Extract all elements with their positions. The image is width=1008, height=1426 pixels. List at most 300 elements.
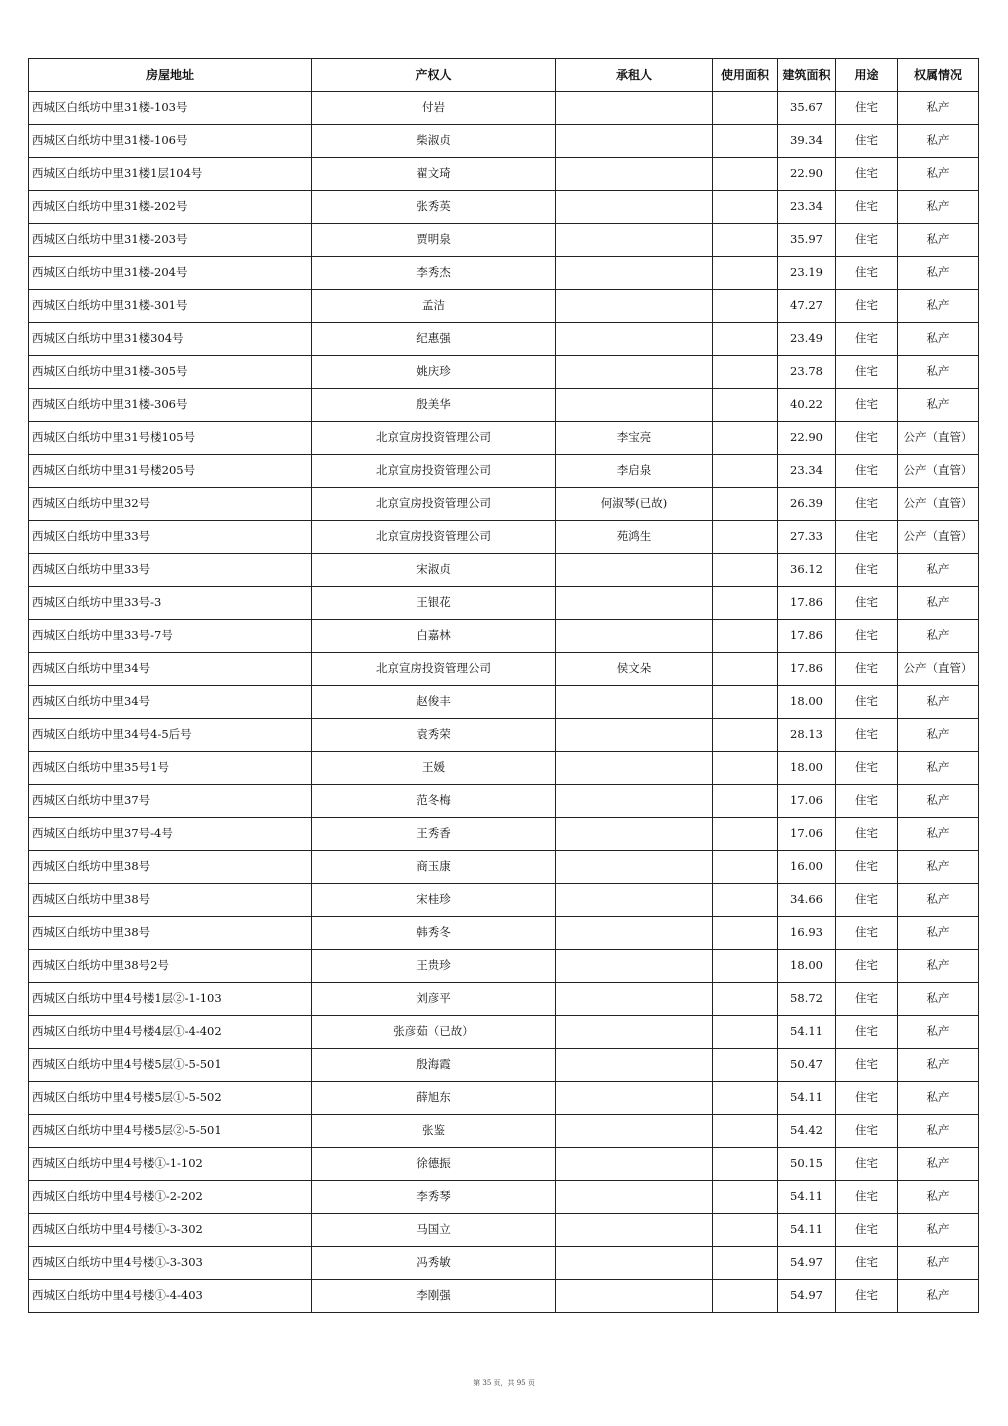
table-row: [29, 1082, 979, 1115]
ownership-cell: 公产（直管）: [898, 653, 979, 686]
ownership-cell: 私产: [898, 1148, 979, 1181]
tenant-cell: [556, 92, 713, 125]
usage-cell: 住宅: [836, 191, 898, 224]
owner-cell: 范冬梅: [312, 785, 556, 818]
address-cell: 西城区白纸坊中里33号: [29, 521, 312, 554]
table-row: [29, 983, 979, 1016]
usable-area-cell: [713, 1181, 778, 1214]
table-row: [29, 191, 979, 224]
ownership-cell: 私产: [898, 917, 979, 950]
tenant-cell: [556, 1082, 713, 1115]
tenant-cell: [556, 620, 713, 653]
address-cell: 西城区白纸坊中里38号2号: [29, 950, 312, 983]
table-row: [29, 950, 979, 983]
usable-area-cell: [713, 1049, 778, 1082]
floor-area-cell: 47.27: [778, 290, 836, 323]
usage-cell: 住宅: [836, 917, 898, 950]
floor-area-cell: 17.86: [778, 620, 836, 653]
usage-cell: 住宅: [836, 785, 898, 818]
owner-cell: 王银花: [312, 587, 556, 620]
owner-cell: 薛旭东: [312, 1082, 556, 1115]
floor-area-cell: 58.72: [778, 983, 836, 1016]
address-cell: 西城区白纸坊中里31楼1层104号: [29, 158, 312, 191]
usage-cell: 住宅: [836, 686, 898, 719]
table-row: [29, 488, 979, 521]
owner-cell: 柴淑贞: [312, 125, 556, 158]
floor-area-cell: 40.22: [778, 389, 836, 422]
ownership-cell: 私产: [898, 752, 979, 785]
tenant-cell: [556, 983, 713, 1016]
ownership-cell: 私产: [898, 1049, 979, 1082]
address-cell: 西城区白纸坊中里4号楼①-3-302: [29, 1214, 312, 1247]
owner-cell: 王贵珍: [312, 950, 556, 983]
tenant-cell: [556, 719, 713, 752]
tenant-cell: 何淑琴(已故): [556, 488, 713, 521]
address-cell: 西城区白纸坊中里31楼-103号: [29, 92, 312, 125]
table-row: [29, 521, 979, 554]
usage-cell: 住宅: [836, 554, 898, 587]
usable-area-cell: [713, 1280, 778, 1313]
table-row: [29, 752, 979, 785]
tenant-cell: [556, 323, 713, 356]
floor-area-cell: 54.11: [778, 1016, 836, 1049]
tenant-cell: [556, 257, 713, 290]
table-row: [29, 917, 979, 950]
usage-cell: 住宅: [836, 884, 898, 917]
ownership-cell: 私产: [898, 719, 979, 752]
header-floor-area: 建筑面积: [778, 59, 836, 92]
ownership-cell: 私产: [898, 950, 979, 983]
header-owner: 产权人: [312, 59, 556, 92]
address-cell: 西城区白纸坊中里4号楼5层①-5-502: [29, 1082, 312, 1115]
table-row: [29, 785, 979, 818]
usable-area-cell: [713, 125, 778, 158]
usable-area-cell: [713, 917, 778, 950]
table-row: [29, 554, 979, 587]
tenant-cell: [556, 290, 713, 323]
address-cell: 西城区白纸坊中里31号楼205号: [29, 455, 312, 488]
usage-cell: 住宅: [836, 521, 898, 554]
floor-area-cell: 23.19: [778, 257, 836, 290]
ownership-cell: 私产: [898, 191, 979, 224]
header-ownership: 权属情况: [898, 59, 979, 92]
usable-area-cell: [713, 224, 778, 257]
owner-cell: 贾明泉: [312, 224, 556, 257]
tenant-cell: [556, 785, 713, 818]
table-row: [29, 620, 979, 653]
usage-cell: 住宅: [836, 983, 898, 1016]
usage-cell: 住宅: [836, 1115, 898, 1148]
owner-cell: 姚庆珍: [312, 356, 556, 389]
owner-cell: 北京宣房投资管理公司: [312, 455, 556, 488]
usable-area-cell: [713, 983, 778, 1016]
floor-area-cell: 26.39: [778, 488, 836, 521]
tenant-cell: [556, 1049, 713, 1082]
address-cell: 西城区白纸坊中里31楼-305号: [29, 356, 312, 389]
owner-cell: 张鉴: [312, 1115, 556, 1148]
table-row: [29, 1280, 979, 1313]
usage-cell: 住宅: [836, 719, 898, 752]
ownership-cell: 公产（直管）: [898, 455, 979, 488]
floor-area-cell: 54.11: [778, 1082, 836, 1115]
floor-area-cell: 54.42: [778, 1115, 836, 1148]
usable-area-cell: [713, 323, 778, 356]
floor-area-cell: 17.06: [778, 785, 836, 818]
ownership-cell: 私产: [898, 620, 979, 653]
address-cell: 西城区白纸坊中里31楼-106号: [29, 125, 312, 158]
table-row: [29, 1247, 979, 1280]
usable-area-cell: [713, 422, 778, 455]
ownership-cell: 私产: [898, 983, 979, 1016]
table-row: [29, 1148, 979, 1181]
owner-cell: 纪惠强: [312, 323, 556, 356]
usable-area-cell: [713, 158, 778, 191]
table-row: [29, 422, 979, 455]
tenant-cell: [556, 191, 713, 224]
tenant-cell: [556, 554, 713, 587]
floor-area-cell: 18.00: [778, 950, 836, 983]
owner-cell: 付岩: [312, 92, 556, 125]
address-cell: 西城区白纸坊中里33号-3: [29, 587, 312, 620]
ownership-cell: 私产: [898, 257, 979, 290]
ownership-cell: 私产: [898, 323, 979, 356]
usable-area-cell: [713, 92, 778, 125]
table-row: [29, 356, 979, 389]
usage-cell: 住宅: [836, 851, 898, 884]
ownership-cell: 私产: [898, 1115, 979, 1148]
address-cell: 西城区白纸坊中里31楼-204号: [29, 257, 312, 290]
floor-area-cell: 54.97: [778, 1247, 836, 1280]
address-cell: 西城区白纸坊中里31楼-306号: [29, 389, 312, 422]
table-row: [29, 1181, 979, 1214]
owner-cell: 韩秀冬: [312, 917, 556, 950]
tenant-cell: [556, 1181, 713, 1214]
address-cell: 西城区白纸坊中里38号: [29, 917, 312, 950]
ownership-cell: 私产: [898, 587, 979, 620]
owner-cell: 马国立: [312, 1214, 556, 1247]
floor-area-cell: 50.15: [778, 1148, 836, 1181]
table-row: [29, 1214, 979, 1247]
usage-cell: 住宅: [836, 389, 898, 422]
table-row: [29, 125, 979, 158]
address-cell: 西城区白纸坊中里38号: [29, 884, 312, 917]
table-row: [29, 1049, 979, 1082]
ownership-cell: 私产: [898, 224, 979, 257]
floor-area-cell: 23.78: [778, 356, 836, 389]
ownership-cell: 公产（直管）: [898, 521, 979, 554]
floor-area-cell: 22.90: [778, 158, 836, 191]
header-usable-area: 使用面积: [713, 59, 778, 92]
usable-area-cell: [713, 587, 778, 620]
usable-area-cell: [713, 785, 778, 818]
table-row: [29, 884, 979, 917]
ownership-cell: 私产: [898, 92, 979, 125]
owner-cell: 殷美华: [312, 389, 556, 422]
address-cell: 西城区白纸坊中里4号楼①-4-403: [29, 1280, 312, 1313]
floor-area-cell: 16.93: [778, 917, 836, 950]
page-footer: 第 35 页，共 95 页: [473, 1379, 535, 1387]
header-usage: 用途: [836, 59, 898, 92]
table-row: [29, 851, 979, 884]
usable-area-cell: [713, 554, 778, 587]
usable-area-cell: [713, 356, 778, 389]
usable-area-cell: [713, 818, 778, 851]
floor-area-cell: 17.86: [778, 653, 836, 686]
ownership-cell: 私产: [898, 1181, 979, 1214]
usage-cell: 住宅: [836, 488, 898, 521]
tenant-cell: [556, 950, 713, 983]
floor-area-cell: 18.00: [778, 752, 836, 785]
ownership-cell: 私产: [898, 1280, 979, 1313]
owner-cell: 王媛: [312, 752, 556, 785]
table-row: [29, 224, 979, 257]
floor-area-cell: 23.49: [778, 323, 836, 356]
tenant-cell: [556, 884, 713, 917]
usage-cell: 住宅: [836, 257, 898, 290]
tenant-cell: [556, 125, 713, 158]
usable-area-cell: [713, 752, 778, 785]
ownership-cell: 私产: [898, 554, 979, 587]
floor-area-cell: 28.13: [778, 719, 836, 752]
address-cell: 西城区白纸坊中里33号: [29, 554, 312, 587]
usage-cell: 住宅: [836, 752, 898, 785]
usage-cell: 住宅: [836, 224, 898, 257]
owner-cell: 白嘉林: [312, 620, 556, 653]
table-row: [29, 1115, 979, 1148]
usable-area-cell: [713, 455, 778, 488]
floor-area-cell: 36.12: [778, 554, 836, 587]
usage-cell: 住宅: [836, 356, 898, 389]
ownership-cell: 私产: [898, 686, 979, 719]
usable-area-cell: [713, 290, 778, 323]
usage-cell: 住宅: [836, 1181, 898, 1214]
owner-cell: 北京宣房投资管理公司: [312, 521, 556, 554]
tenant-cell: 侯文朵: [556, 653, 713, 686]
tenant-cell: [556, 158, 713, 191]
usage-cell: 住宅: [836, 1049, 898, 1082]
table-row: [29, 719, 979, 752]
address-cell: 西城区白纸坊中里37号: [29, 785, 312, 818]
address-cell: 西城区白纸坊中里32号: [29, 488, 312, 521]
ownership-cell: 私产: [898, 125, 979, 158]
address-cell: 西城区白纸坊中里34号: [29, 653, 312, 686]
floor-area-cell: 54.11: [778, 1214, 836, 1247]
owner-cell: 李刚强: [312, 1280, 556, 1313]
floor-area-cell: 50.47: [778, 1049, 836, 1082]
tenant-cell: [556, 686, 713, 719]
floor-area-cell: 23.34: [778, 455, 836, 488]
floor-area-cell: 22.90: [778, 422, 836, 455]
ownership-cell: 公产（直管）: [898, 422, 979, 455]
table-row: [29, 653, 979, 686]
floor-area-cell: 17.86: [778, 587, 836, 620]
usage-cell: 住宅: [836, 455, 898, 488]
tenant-cell: [556, 1214, 713, 1247]
usage-cell: 住宅: [836, 1016, 898, 1049]
owner-cell: 北京宣房投资管理公司: [312, 488, 556, 521]
usage-cell: 住宅: [836, 1247, 898, 1280]
table-row: [29, 290, 979, 323]
usable-area-cell: [713, 1082, 778, 1115]
table-row: [29, 257, 979, 290]
address-cell: 西城区白纸坊中里34号4-5后号: [29, 719, 312, 752]
tenant-cell: 李启泉: [556, 455, 713, 488]
usable-area-cell: [713, 653, 778, 686]
tenant-cell: [556, 224, 713, 257]
address-cell: 西城区白纸坊中里4号楼5层②-5-501: [29, 1115, 312, 1148]
ownership-cell: 公产（直管）: [898, 488, 979, 521]
owner-cell: 商玉康: [312, 851, 556, 884]
usage-cell: 住宅: [836, 1214, 898, 1247]
floor-area-cell: 23.34: [778, 191, 836, 224]
tenant-cell: [556, 752, 713, 785]
usable-area-cell: [713, 686, 778, 719]
owner-cell: 赵俊丰: [312, 686, 556, 719]
table-row: [29, 158, 979, 191]
usage-cell: 住宅: [836, 92, 898, 125]
usage-cell: 住宅: [836, 620, 898, 653]
address-cell: 西城区白纸坊中里31楼304号: [29, 323, 312, 356]
table-row: [29, 818, 979, 851]
ownership-cell: 私产: [898, 1016, 979, 1049]
floor-area-cell: 35.67: [778, 92, 836, 125]
usage-cell: 住宅: [836, 587, 898, 620]
usable-area-cell: [713, 950, 778, 983]
usage-cell: 住宅: [836, 422, 898, 455]
usage-cell: 住宅: [836, 290, 898, 323]
table-row: [29, 686, 979, 719]
ownership-cell: 私产: [898, 785, 979, 818]
ownership-cell: 私产: [898, 356, 979, 389]
usage-cell: 住宅: [836, 1280, 898, 1313]
floor-area-cell: 17.06: [778, 818, 836, 851]
owner-cell: 北京宣房投资管理公司: [312, 653, 556, 686]
table-row: [29, 389, 979, 422]
owner-cell: 孟洁: [312, 290, 556, 323]
usage-cell: 住宅: [836, 158, 898, 191]
usable-area-cell: [713, 257, 778, 290]
usable-area-cell: [713, 719, 778, 752]
usable-area-cell: [713, 851, 778, 884]
tenant-cell: [556, 1115, 713, 1148]
tenant-cell: [556, 818, 713, 851]
floor-area-cell: 16.00: [778, 851, 836, 884]
header-tenant: 承租人: [556, 59, 713, 92]
ownership-cell: 私产: [898, 389, 979, 422]
usable-area-cell: [713, 1214, 778, 1247]
usable-area-cell: [713, 1115, 778, 1148]
tenant-cell: [556, 851, 713, 884]
usage-cell: 住宅: [836, 125, 898, 158]
tenant-cell: [556, 917, 713, 950]
owner-cell: 袁秀荣: [312, 719, 556, 752]
tenant-cell: [556, 1148, 713, 1181]
property-table: [28, 58, 979, 1313]
tenant-cell: [556, 1280, 713, 1313]
ownership-cell: 私产: [898, 851, 979, 884]
floor-area-cell: 34.66: [778, 884, 836, 917]
address-cell: 西城区白纸坊中里33号-7号: [29, 620, 312, 653]
ownership-cell: 私产: [898, 884, 979, 917]
address-cell: 西城区白纸坊中里4号楼①-3-303: [29, 1247, 312, 1280]
owner-cell: 宋桂珍: [312, 884, 556, 917]
header-address: 房屋地址: [29, 59, 312, 92]
usage-cell: 住宅: [836, 653, 898, 686]
owner-cell: 王秀香: [312, 818, 556, 851]
table-row: [29, 92, 979, 125]
ownership-cell: 私产: [898, 818, 979, 851]
table-row: [29, 455, 979, 488]
usage-cell: 住宅: [836, 1148, 898, 1181]
floor-area-cell: 27.33: [778, 521, 836, 554]
owner-cell: 宋淑贞: [312, 554, 556, 587]
owner-cell: 冯秀敏: [312, 1247, 556, 1280]
usable-area-cell: [713, 884, 778, 917]
address-cell: 西城区白纸坊中里31楼-202号: [29, 191, 312, 224]
table-header-row: [29, 59, 979, 92]
ownership-cell: 私产: [898, 1214, 979, 1247]
owner-cell: 李秀杰: [312, 257, 556, 290]
owner-cell: 张秀英: [312, 191, 556, 224]
floor-area-cell: 54.97: [778, 1280, 836, 1313]
tenant-cell: [556, 389, 713, 422]
table-body: [29, 92, 979, 1313]
tenant-cell: 苑鸿生: [556, 521, 713, 554]
floor-area-cell: 39.34: [778, 125, 836, 158]
address-cell: 西城区白纸坊中里4号楼4层①-4-402: [29, 1016, 312, 1049]
usable-area-cell: [713, 620, 778, 653]
owner-cell: 徐德振: [312, 1148, 556, 1181]
address-cell: 西城区白纸坊中里37号-4号: [29, 818, 312, 851]
usable-area-cell: [713, 1016, 778, 1049]
tenant-cell: [556, 356, 713, 389]
ownership-cell: 私产: [898, 158, 979, 191]
address-cell: 西城区白纸坊中里4号楼5层①-5-501: [29, 1049, 312, 1082]
address-cell: 西城区白纸坊中里4号楼1层②-1-103: [29, 983, 312, 1016]
usable-area-cell: [713, 488, 778, 521]
address-cell: 西城区白纸坊中里31号楼105号: [29, 422, 312, 455]
tenant-cell: [556, 587, 713, 620]
table-row: [29, 1016, 979, 1049]
tenant-cell: [556, 1016, 713, 1049]
owner-cell: 北京宣房投资管理公司: [312, 422, 556, 455]
address-cell: 西城区白纸坊中里38号: [29, 851, 312, 884]
usage-cell: 住宅: [836, 323, 898, 356]
address-cell: 西城区白纸坊中里34号: [29, 686, 312, 719]
usage-cell: 住宅: [836, 950, 898, 983]
tenant-cell: [556, 1247, 713, 1280]
owner-cell: 殷海霞: [312, 1049, 556, 1082]
owner-cell: 张彦茹（已故）: [312, 1016, 556, 1049]
ownership-cell: 私产: [898, 1082, 979, 1115]
ownership-cell: 私产: [898, 1247, 979, 1280]
address-cell: 西城区白纸坊中里4号楼①-1-102: [29, 1148, 312, 1181]
table-row: [29, 323, 979, 356]
address-cell: 西城区白纸坊中里31楼-203号: [29, 224, 312, 257]
usage-cell: 住宅: [836, 818, 898, 851]
address-cell: 西城区白纸坊中里4号楼①-2-202: [29, 1181, 312, 1214]
ownership-cell: 私产: [898, 290, 979, 323]
owner-cell: 刘彦平: [312, 983, 556, 1016]
usage-cell: 住宅: [836, 1082, 898, 1115]
usable-area-cell: [713, 389, 778, 422]
floor-area-cell: 18.00: [778, 686, 836, 719]
owner-cell: 翟文琦: [312, 158, 556, 191]
table-row: [29, 587, 979, 620]
floor-area-cell: 54.11: [778, 1181, 836, 1214]
address-cell: 西城区白纸坊中里35号1号: [29, 752, 312, 785]
owner-cell: 李秀琴: [312, 1181, 556, 1214]
